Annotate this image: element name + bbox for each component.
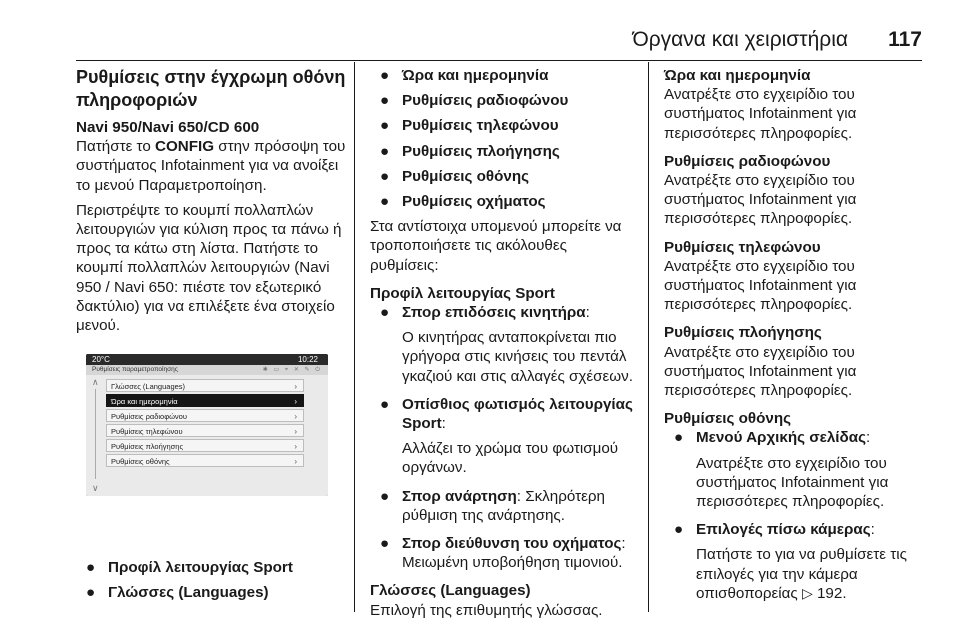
list-item[interactable]: Ρυθμίσεις ραδιοφώνου ›	[106, 409, 304, 422]
display-heading: Ρυθμίσεις οθόνης	[664, 410, 792, 428]
screenshot-figure	[76, 340, 338, 542]
bullet-item: ● Σπορ διεύθυνση του οχήματος: Μειωμένη υποβοήθηση τιμονιού.	[380, 535, 626, 572]
sport-backlight-desc: Αλλάζει το χρώμα του φωτισμού οργάνων.	[402, 440, 619, 477]
column-divider-2	[648, 62, 649, 612]
chevron-right-icon: ›	[294, 457, 297, 466]
bullet-item: ● Σπορ ανάρτηση: Σκληρότερη ρύθμιση της ανάρτησης.	[380, 487, 605, 524]
sport-heading: Προφίλ λειτουργίας Sport	[370, 284, 555, 302]
header-rule	[76, 60, 922, 61]
bullet-item: ● Μενού Αρχικής σελίδας:	[674, 429, 871, 447]
paragraph-knob: Περιστρέψτε το κουμπί πολλαπλών λειτουργιών για κύλιση προς τα πάνω ή προς τα κάτω στη λίστα. Πατήστε το κουμπί πολλαπλών λειτουργιών (Navi 950 / Navi 650: πιέστε τον εξωτερικό δακτύλιο) για να επιλέξετε ένα στοιχείο μενού.	[76, 201, 342, 335]
clock: 10:22	[297, 355, 318, 364]
bullet-item: ● Ρυθμίσεις ραδιοφώνου	[380, 92, 569, 110]
time-desc: Ανατρέξτε στο εγχειρίδιο του συστήματος Infotainment για περισσότερες πληροφορίες.	[664, 86, 857, 142]
radio-desc: Ανατρέξτε στο εγχειρίδιο του συστήματος Infotainment για περισσότερες πληροφορίες.	[664, 172, 857, 228]
list-item[interactable]: Γλώσσες (Languages) ›	[106, 379, 304, 392]
bullet-item: ● Ρυθμίσεις πλοήγησης	[380, 142, 560, 160]
chapter-title: Όργανα και χειριστήρια	[632, 28, 848, 51]
list-item[interactable]: Ρυθμίσεις τηλεφώνου ›	[106, 424, 304, 437]
phone-heading: Ρυθμίσεις τηλεφώνου	[664, 238, 821, 256]
page-reference-icon: ▷	[801, 584, 813, 601]
chevron-right-icon: ›	[294, 382, 297, 391]
phone-desc: Ανατρέξτε στο εγχειρίδιο του συστήματος Infotainment για περισσότερες πληροφορίες.	[664, 257, 857, 314]
column-divider-1	[354, 62, 355, 612]
chevron-right-icon: ›	[294, 412, 297, 421]
bullet-item: ● Ώρα και ημερομηνία	[380, 67, 549, 84]
bullet-item: ● Προφίλ λειτουργίας Sport	[86, 559, 293, 576]
status-bar	[86, 354, 328, 365]
bullet-item: ● Οπίσθιος φωτισμός λειτουργίας Sport:	[380, 395, 633, 433]
status-icons: ✱ ▭ ⌖ ✕ ✎ ⏻	[262, 367, 322, 373]
screen-title-bar	[86, 365, 328, 375]
scrollbar[interactable]	[90, 377, 102, 494]
column-2	[370, 66, 638, 620]
bullet-item: ● Σπορ επιδόσεις κινητήρα:	[380, 304, 590, 322]
submenu-intro: Στα αντίστοιχα υπομενού μπορείτε να τροποποιήσετε τις ακόλουθες ρυθμίσεις:	[370, 218, 622, 274]
page-reference[interactable]: 192.	[816, 584, 847, 602]
screen-title: Ρυθμίσεις παραμετροποίησης	[92, 366, 178, 373]
bullet-item: ● Ρυθμίσεις οχήματος	[380, 193, 546, 211]
bullet-item: ● Ρυθμίσεις τηλεφώνου	[380, 117, 559, 135]
model-subheading: Navi 950/Navi 650/CD 600	[76, 119, 260, 136]
nav-desc: Ανατρέξτε στο εγχειρίδιο του συστήματος Infotainment για περισσότερες πληροφορίες.	[664, 343, 857, 400]
chevron-down-icon[interactable]: ∨	[92, 483, 99, 493]
config-key: CONFIG	[155, 138, 215, 156]
column-3	[664, 66, 926, 603]
chevron-up-icon[interactable]: ∧	[92, 377, 99, 387]
list-item[interactable]: Ρυθμίσεις οθόνης ›	[106, 454, 304, 467]
column-1	[76, 66, 346, 335]
column-1-bullets	[76, 558, 346, 602]
page-number: 117	[888, 28, 922, 51]
time-heading: Ώρα και ημερομηνία	[664, 67, 811, 84]
bullet-item: ● Ρυθμίσεις οθόνης	[380, 167, 530, 185]
list-item[interactable]: Ρυθμίσεις πλοήγησης ›	[106, 439, 304, 452]
bullet-item: ● Επιλογές πίσω κάμερας:	[674, 521, 875, 539]
nav-heading: Ρυθμίσεις πλοήγησης	[664, 324, 822, 342]
bullet-item: ● Γλώσσες (Languages)	[86, 584, 269, 602]
temperature: 20°C	[92, 355, 110, 364]
section-heading: Ρυθμίσεις στην έγχρωμη οθόνη πληροφοριών	[76, 67, 346, 110]
rear-camera-desc: Πατήστε το για να ρυθμίσετε τις επιλογές για την κάμερα οπισθοπορείας ▷ 192.	[696, 546, 907, 602]
infotainment-screen	[86, 354, 328, 496]
sport-engine-desc: Ο κινητήρας ανταποκρίνεται πιο γρήγορα στις κινήσεις του πεντάλ γκαζιού και στις αλλαγές σχέσεων.	[402, 329, 633, 385]
chevron-right-icon: ›	[294, 427, 297, 436]
list-item-selected[interactable]: Ώρα και ημερομηνία ›	[106, 394, 304, 407]
settings-list	[86, 375, 328, 496]
page-header	[0, 26, 960, 56]
chevron-right-icon: ›	[294, 442, 297, 451]
chevron-right-icon: ›	[294, 397, 297, 406]
languages-heading: Γλώσσες (Languages)	[370, 582, 531, 600]
radio-heading: Ρυθμίσεις ραδιοφώνου	[664, 152, 831, 170]
home-menu-desc: Ανατρέξτε στο εγχειρίδιο του συστήματος Infotainment για περισσότερες πληροφορίες.	[696, 454, 889, 511]
languages-desc: Επιλογή της επιθυμητής γλώσσας.	[370, 601, 603, 619]
paragraph-config: Πατήστε το CONFIG στην πρόσοψη του συστήματος Infotainment για να ανοίξει το μενού Παραμετροποίηση.	[76, 138, 346, 194]
